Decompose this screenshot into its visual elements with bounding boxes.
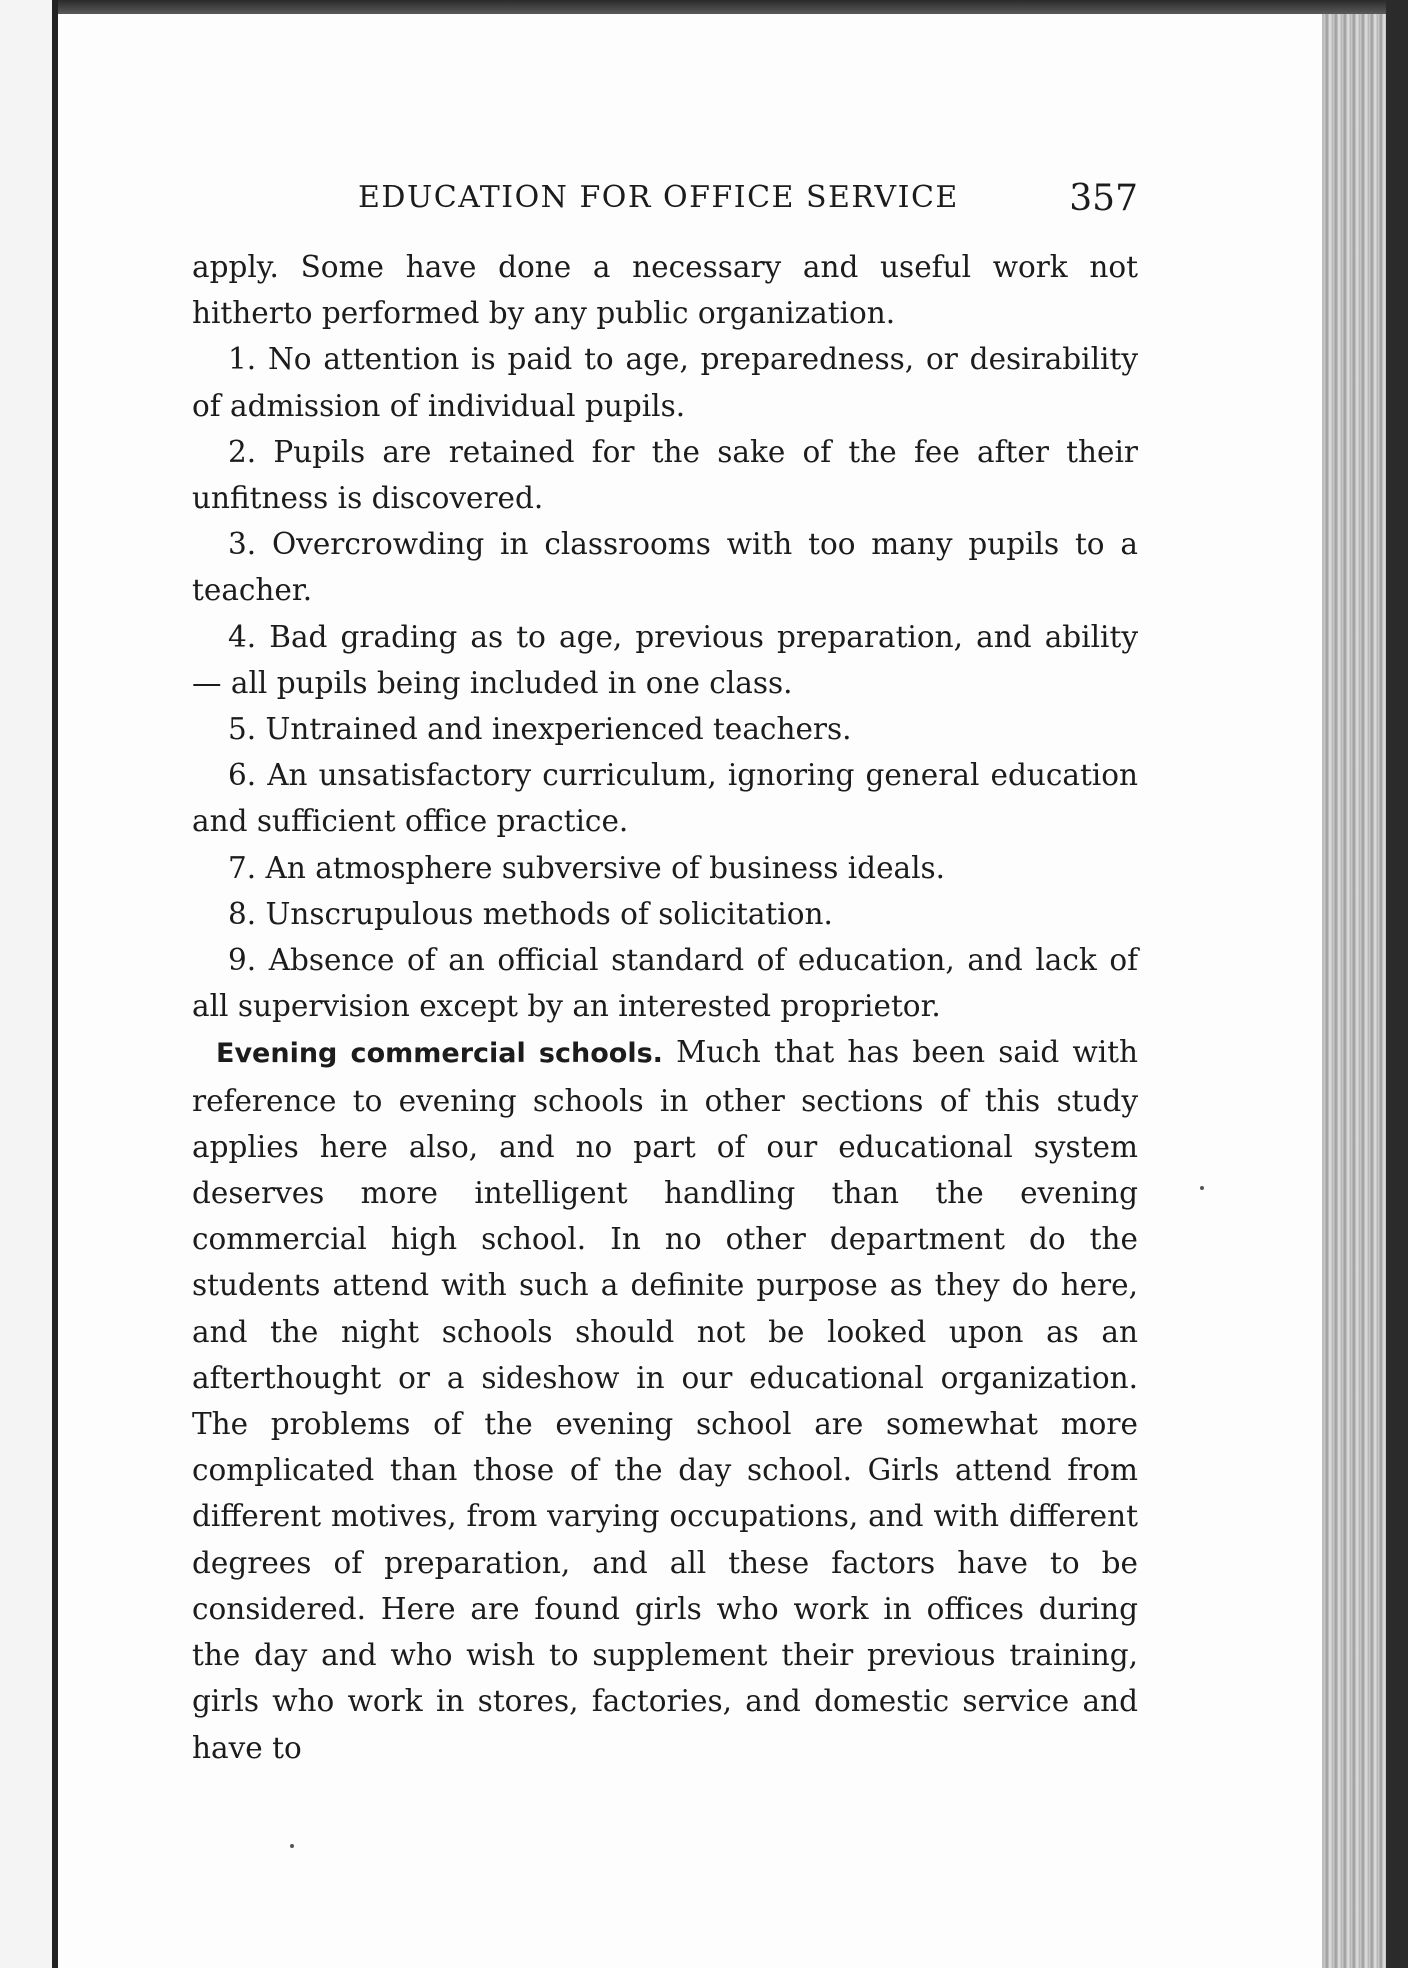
section-title: Evening commercial schools.	[216, 1038, 663, 1070]
list-item: 3. Overcrowding in classrooms with too many pupils to a teacher.	[192, 527, 1138, 608]
scan-right-border	[1386, 0, 1408, 1968]
list-item: 4. Bad grading as to age, previous preparation, and ability — all pupils being included in one class.	[192, 619, 1138, 700]
running-head: EDUCATION FOR OFFICE SERVICE	[358, 180, 959, 215]
scan-speck	[1200, 1186, 1204, 1190]
section-paragraph	[192, 1029, 1138, 1770]
list-item: 2. Pupils are retained for the sake of the fee after their unfitness is discovered.	[192, 434, 1138, 516]
scan-top-border	[0, 0, 1408, 14]
list-item: 6. An unsatisfactory curriculum, ignoring general education and sufficient office practice.	[192, 758, 1138, 839]
scan-speck	[290, 1844, 294, 1848]
lead-paragraph: apply. Some have done a necessary and useful work not hitherto performed by any public organization.	[192, 250, 1138, 331]
page-number: 357	[1069, 178, 1138, 219]
list-item: 5. Untrained and inexperienced teachers.	[228, 712, 852, 747]
list-item: 7. An atmosphere subversive of business ideals.	[228, 850, 946, 885]
facing-page-edge	[0, 0, 56, 1968]
page-body	[192, 244, 1138, 1771]
page-header	[348, 180, 1138, 228]
list-item: 1. No attention is paid to age, preparedness, or desirability of admission of individual pupils.	[192, 342, 1138, 423]
list-item: 9. Absence of an official standard of education, and lack of all supervision except by an interested proprietor.	[192, 943, 1138, 1024]
section-text: Much that has been said with reference to evening schools in other sections of this study applies here also, and no part of our educational system deserves more intelligent handling than the evening commercial high school. In no other department do the students attend with such a definite purpose as they do here, and the night schools should not be looked upon as an afterthought or a sideshow in our educational organization. The problems of the evening school are somewhat more complicated than those of the day school. Girls attend from different motives, from varying occupations, and with different degrees of preparation, and all these factors have to be considered. Here are found girls who work in offices during the day and who wish to supplement their previous training, girls who work in stores, factories, and domestic service and have to	[192, 1035, 1138, 1765]
list-item: 8. Unscrupulous methods of solicitation.	[228, 896, 833, 931]
